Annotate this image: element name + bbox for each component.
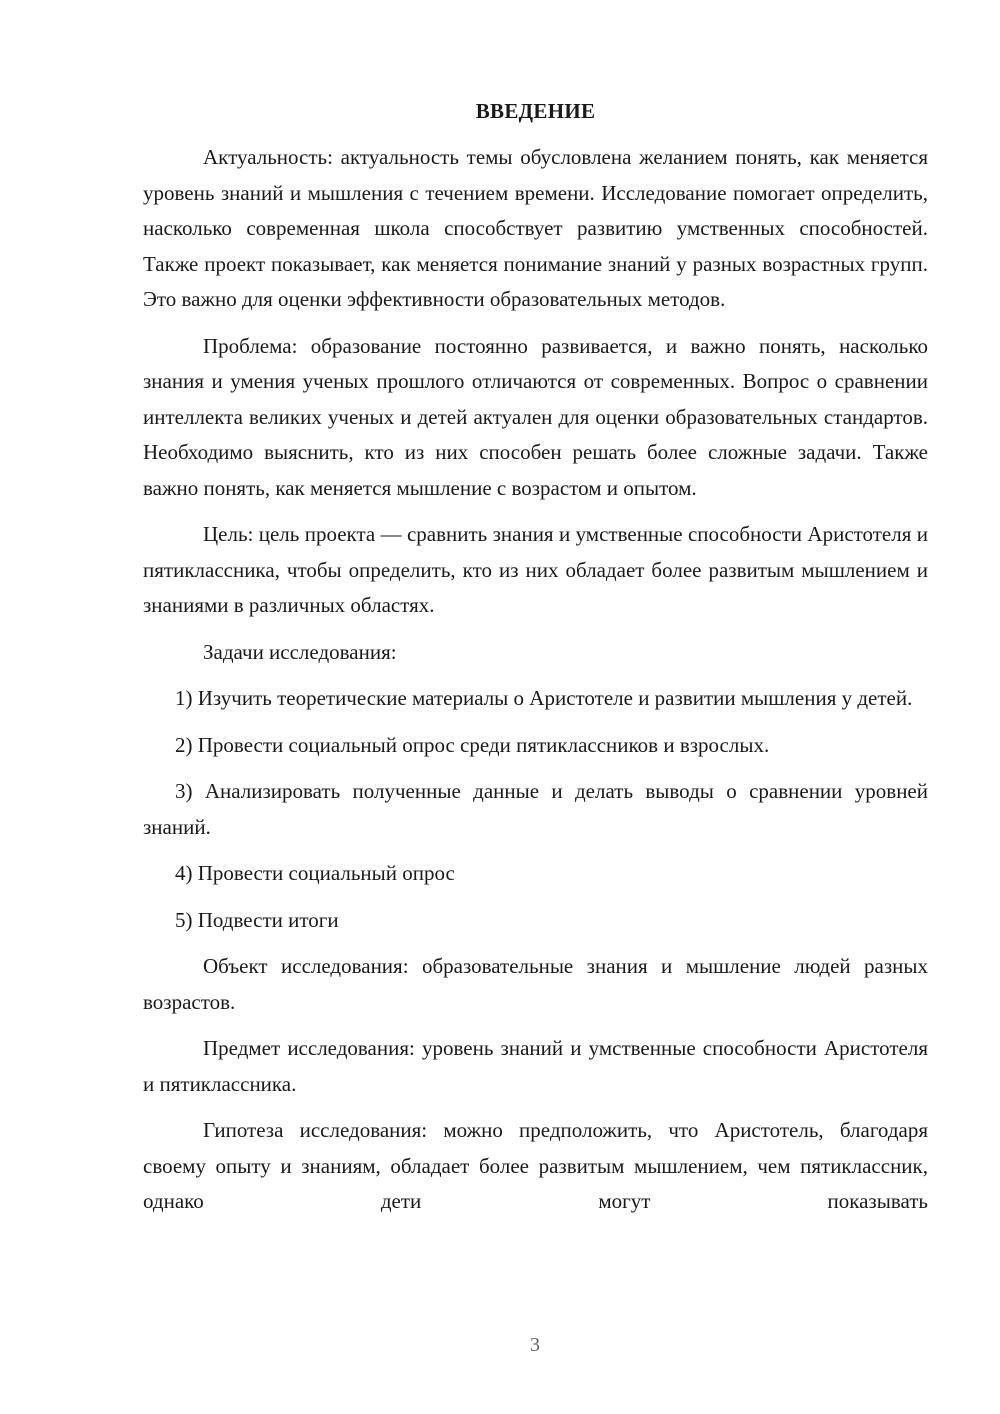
task-item: 4) Провести социальный опрос: [175, 861, 455, 885]
paragraph-tasks-heading: Задачи исследования:: [203, 639, 397, 664]
paragraph-object: Объект исследования: образовательные знания и мышление людей разных возрастов.: [143, 954, 928, 1014]
page-title: ВВЕДЕНИЕ: [475, 99, 596, 123]
document-body: [143, 94, 928, 1231]
paragraph-subject: Предмет исследования: уровень знаний и умственные способности Аристотеля и пятиклассника.: [143, 1036, 928, 1096]
paragraph-problem: Проблема: образование постоянно развивается, и важно понять, насколько знания и умения ученых прошлого отличаются от современных. Вопрос о сравнении интеллекта великих ученых и детей актуален для оценки образовательных стандартов. Необходимо выяснить, кто из них способен решать более сложные задачи. Также важно понять, как меняется мышление с возрастом и опытом.: [143, 333, 928, 500]
paragraph-goal: Цель: цель проекта — сравнить знания и умственные способности Аристотеля и пятиклассника, чтобы определить, кто из них обладает более развитым мышлением и знаниями в различных областях.: [143, 522, 928, 617]
task-item: 3) Анализировать полученные данные и делать выводы о сравнении уровней знаний.: [143, 779, 928, 839]
paragraph-relevance: Актуальность: актуальность темы обусловлена желанием понять, как меняется уровень знаний и мышления с течением времени. Исследование помогает определить, насколько современная школа способствует развитию умственных способностей. Также проект показывает, как меняется понимание знаний у разных возрастных групп. Это важно для оценки эффективности образовательных методов.: [143, 145, 928, 311]
page-number: 3: [530, 1334, 540, 1356]
paragraph-hypothesis: Гипотеза исследования: можно предположить, что Аристотель, благодаря своему опыту и знаниям, обладает более развитым мышлением, чем пятиклассник, однако дети могут показывать: [143, 1118, 928, 1213]
task-item: 5) Подвести итоги: [175, 907, 339, 932]
task-item: 1) Изучить теоретические материалы о Аристотеле и развитии мышления у детей.: [175, 686, 913, 710]
task-item: 2) Провести социальный опрос среди пятиклассников и взрослых.: [175, 732, 770, 757]
